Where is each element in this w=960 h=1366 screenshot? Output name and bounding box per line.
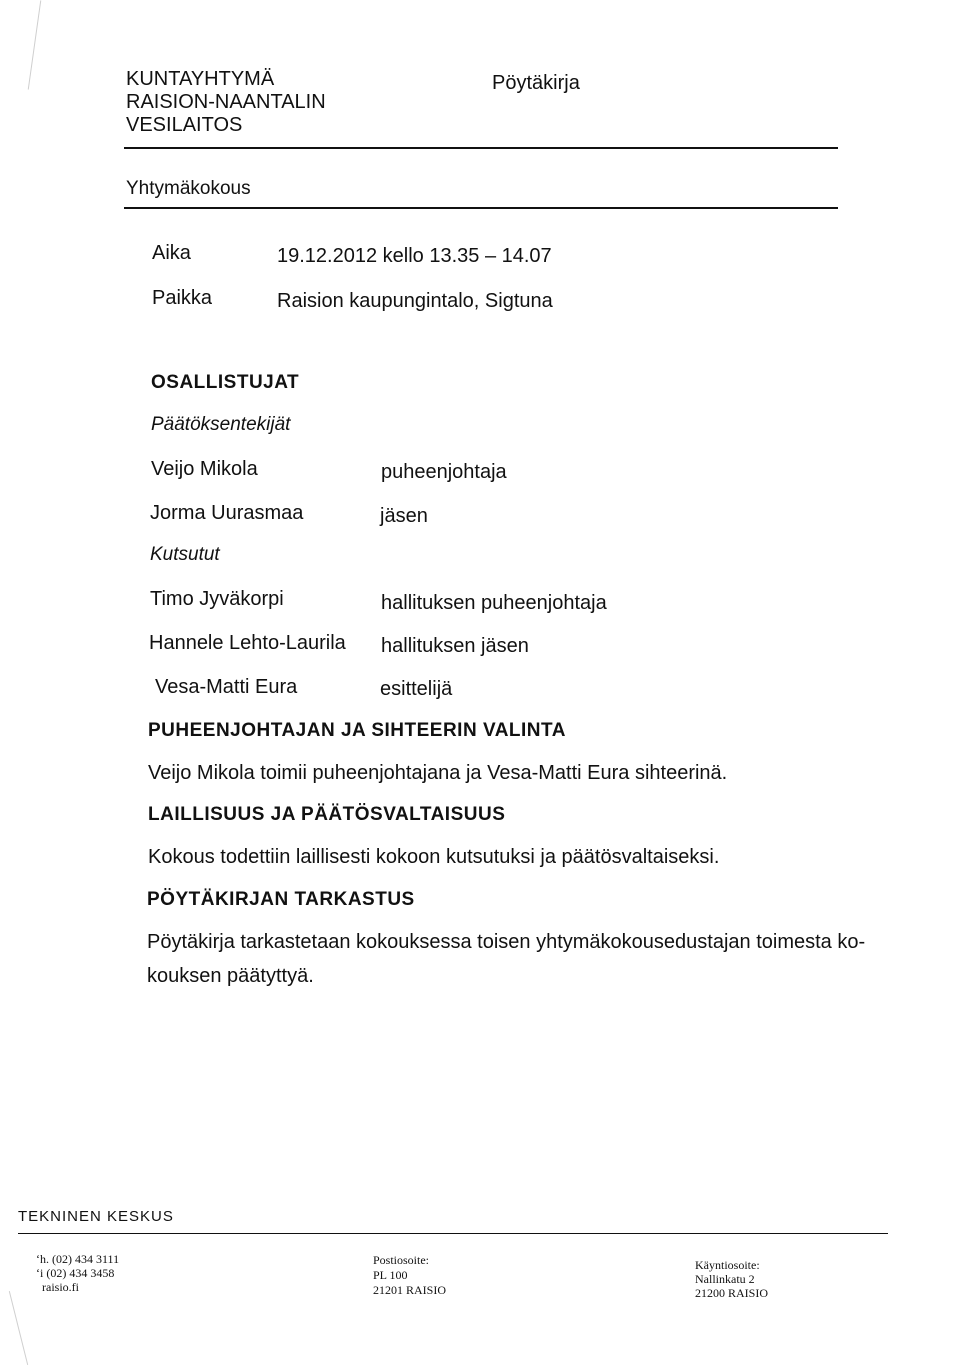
participant-name: Veijo Mikola bbox=[151, 458, 258, 480]
section-text-chair: Veijo Mikola toimii puheenjohtajana ja Vesa-Matti Eura sihteerinä. bbox=[148, 762, 728, 784]
footer-phone: ʻh. (02) 434 3111 bbox=[36, 1252, 120, 1266]
participant-role: puheenjohtaja bbox=[381, 461, 507, 483]
meeting-type: Yhtymäkokous bbox=[126, 178, 251, 199]
footer-website: raisio.fi bbox=[42, 1280, 79, 1294]
section-heading-chair: PUHEENJOHTAJAN JA SIHTEERIN VALINTA bbox=[148, 720, 566, 741]
scan-edge-bottom bbox=[9, 1291, 28, 1365]
org-name-line-3: VESILAITOS bbox=[126, 114, 243, 136]
section-text-review-line-1: Pöytäkirja tarkastetaan kokouksessa toisen yhtymäkokousedustajan toimesta ko- bbox=[147, 931, 866, 953]
participants-heading: OSALLISTUJAT bbox=[151, 372, 300, 393]
participant-name: Jorma Uurasmaa bbox=[150, 502, 304, 524]
participant-name: Vesa-Matti Eura bbox=[155, 676, 298, 698]
footer-fax: ʻi (02) 434 3458 bbox=[36, 1266, 115, 1280]
footer-visit-line-1: Nallinkatu 2 bbox=[695, 1272, 755, 1286]
footer-visit-label: Käyntiosoite: bbox=[695, 1258, 760, 1272]
time-value: 19.12.2012 kello 13.35 – 14.07 bbox=[277, 245, 552, 267]
participant-name: Timo Jyväkorpi bbox=[150, 588, 284, 610]
footer-rule bbox=[18, 1233, 888, 1234]
org-name-line-1: KUNTAYHTYMÄ bbox=[126, 68, 275, 90]
place-value: Raision kaupungintalo, Sigtuna bbox=[277, 290, 553, 312]
section-text-legality: Kokous todettiin laillisesti kokoon kutsutuksi ja päätösvaltaiseksi. bbox=[148, 846, 720, 868]
section-heading-review: PÖYTÄKIRJAN TARKASTUS bbox=[147, 889, 415, 910]
footer-postal-line-2: 21201 RAISIO bbox=[373, 1283, 447, 1297]
header-rule-bottom bbox=[124, 207, 838, 209]
footer-postal-label: Postiosoite: bbox=[373, 1253, 430, 1267]
org-name-line-2: RAISION-NAANTALIN bbox=[126, 91, 326, 113]
footer-org: TEKNINEN KESKUS bbox=[18, 1208, 174, 1225]
time-label: Aika bbox=[152, 242, 191, 264]
participant-role: hallituksen puheenjohtaja bbox=[381, 592, 607, 614]
participant-role: hallituksen jäsen bbox=[381, 635, 529, 657]
place-label: Paikka bbox=[152, 287, 213, 309]
section-heading-legality: LAILLISUUS JA PÄÄTÖSVALTAISUUS bbox=[148, 804, 506, 825]
footer-postal-line-1: PL 100 bbox=[373, 1268, 408, 1282]
document-type: Pöytäkirja bbox=[492, 72, 580, 94]
participant-name: Hannele Lehto-Laurila bbox=[149, 632, 346, 654]
header-rule-top bbox=[124, 147, 838, 149]
invited-heading: Kutsutut bbox=[150, 544, 220, 565]
decision-makers-heading: Päätöksentekijät bbox=[151, 414, 291, 435]
footer-visit-line-2: 21200 RAISIO bbox=[695, 1286, 769, 1300]
participant-role: esittelijä bbox=[380, 678, 453, 700]
scan-edge-top bbox=[28, 0, 42, 89]
participant-role: jäsen bbox=[380, 505, 428, 527]
section-text-review-line-2: kouksen päätyttyä. bbox=[147, 965, 314, 987]
